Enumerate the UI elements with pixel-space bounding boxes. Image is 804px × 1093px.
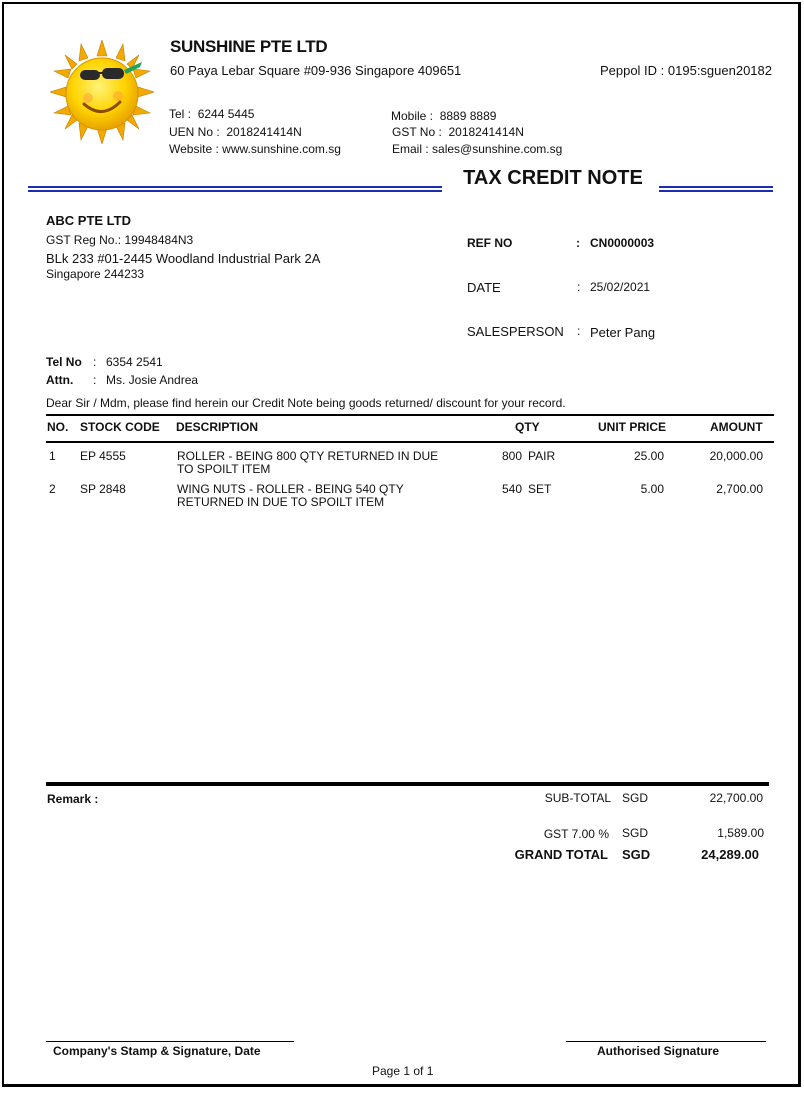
authorised-signature-line	[566, 1041, 766, 1042]
row-description-line2: RETURNED IN DUE TO SPOILT ITEM	[177, 495, 385, 509]
gst-label: GST No :	[392, 125, 442, 139]
col-stock-code: STOCK CODE	[80, 420, 160, 434]
company-uen	[169, 125, 302, 139]
tel-no-colon: :	[93, 355, 97, 369]
doc-title: TAX CREDIT NOTE	[463, 167, 643, 189]
document-page	[2, 2, 801, 1087]
customer-address-line2: Singapore 244233	[46, 267, 145, 281]
col-no: NO.	[47, 420, 69, 434]
company-name: SUNSHINE PTE LTD	[170, 37, 328, 56]
grand-total-currency: SGD	[622, 847, 651, 862]
date-label: DATE	[467, 280, 501, 295]
title-rule-left	[28, 186, 442, 192]
remark-label: Remark :	[47, 792, 99, 806]
date-colon: :	[577, 280, 581, 294]
customer-name: ABC PTE LTD	[46, 213, 131, 228]
gst-value: 2018241414N	[448, 125, 524, 139]
mobile-label: Mobile :	[391, 109, 434, 123]
company-gst	[392, 125, 524, 139]
customer-gst-reg: GST Reg No.: 19948484N3	[46, 233, 194, 247]
uen-value: 2018241414N	[226, 125, 302, 139]
tel-label: Tel :	[169, 107, 192, 121]
date-value: 25/02/2021	[590, 280, 651, 294]
authorised-signature-label: Authorised Signature	[597, 1044, 720, 1058]
gst-total-label: GST 7.00 %	[543, 827, 609, 841]
row-description-line1: WING NUTS - ROLLER - BEING 540 QTY	[177, 482, 404, 496]
website-label: Website :	[169, 142, 219, 156]
col-description: DESCRIPTION	[176, 420, 259, 434]
subtotal-value: 22,700.00	[709, 791, 763, 805]
salesperson-label: SALESPERSON	[467, 324, 564, 339]
row-description-line2: TO SPOILT ITEM	[177, 462, 271, 476]
tel-no-value: 6354 2541	[106, 355, 163, 369]
company-signature-label: Company's Stamp & Signature, Date	[53, 1044, 261, 1058]
gst-total-currency: SGD	[622, 826, 649, 840]
company-address: 60 Paya Lebar Square #09-936 Singapore 409651	[170, 63, 462, 78]
col-unit-price: UNIT PRICE	[598, 420, 667, 434]
grand-total-label: GRAND TOTAL	[514, 847, 608, 862]
company-email	[392, 142, 562, 156]
row-stock-code: EP 4555	[80, 449, 126, 463]
row-description-line1: ROLLER - BEING 800 QTY RETURNED IN DUE	[177, 449, 439, 463]
row-unit-price: 25.00	[633, 449, 664, 463]
ref-value: CN0000003	[590, 236, 655, 250]
table-top-rule	[46, 414, 774, 416]
row-no: 2	[49, 482, 56, 496]
row-no: 1	[49, 449, 56, 463]
row-amount: 20,000.00	[709, 449, 763, 463]
email-label: Email :	[392, 142, 429, 156]
ref-colon: :	[576, 236, 580, 250]
subtotal-label: SUB-TOTAL	[544, 791, 611, 805]
tel-value: 6244 5445	[197, 107, 255, 121]
ref-label: REF NO	[467, 236, 513, 250]
salesperson-colon: :	[577, 324, 581, 338]
grand-total-value: 24,289.00	[701, 847, 759, 862]
totals-rule	[46, 782, 769, 786]
website-value: www.sunshine.com.sg	[222, 142, 341, 156]
row-qty: 540	[501, 482, 522, 496]
table-header-rule	[46, 441, 774, 443]
company-signature-line	[46, 1041, 294, 1042]
company-tel	[169, 107, 254, 121]
title-rule-right	[659, 186, 773, 192]
intro-text: Dear Sir / Mdm, please find herein our Credit Note being goods returned/ discount for your record.	[46, 396, 566, 410]
subtotal-currency: SGD	[622, 791, 649, 805]
row-unit: SET	[528, 482, 552, 496]
col-amount: AMOUNT	[710, 420, 763, 434]
row-stock-code: SP 2848	[80, 482, 126, 496]
salesperson-value: Peter Pang	[590, 325, 656, 340]
email-value: sales@sunshine.com.sg	[432, 142, 563, 156]
gst-total-value: 1,589.00	[717, 826, 764, 840]
attn-value: Ms. Josie Andrea	[106, 373, 199, 387]
row-unit: PAIR	[528, 449, 556, 463]
customer-address-line1: BLk 233 #01-2445 Woodland Industrial Park 2A	[46, 251, 321, 266]
uen-label: UEN No :	[169, 125, 220, 139]
attn-colon: :	[93, 373, 97, 387]
tel-no-label: Tel No	[46, 355, 82, 369]
sun-logo-icon	[50, 40, 154, 144]
row-amount: 2,700.00	[716, 482, 763, 496]
col-qty: QTY	[515, 420, 540, 434]
company-mobile	[391, 109, 496, 123]
page-number: Page 1 of 1	[372, 1064, 434, 1078]
company-website	[169, 142, 341, 156]
attn-label: Attn.	[46, 373, 74, 387]
row-qty: 800	[501, 449, 522, 463]
row-unit-price: 5.00	[640, 482, 664, 496]
mobile-value: 8889 8889	[439, 109, 497, 123]
peppol-id: Peppol ID : 0195:sguen20182	[599, 63, 772, 78]
